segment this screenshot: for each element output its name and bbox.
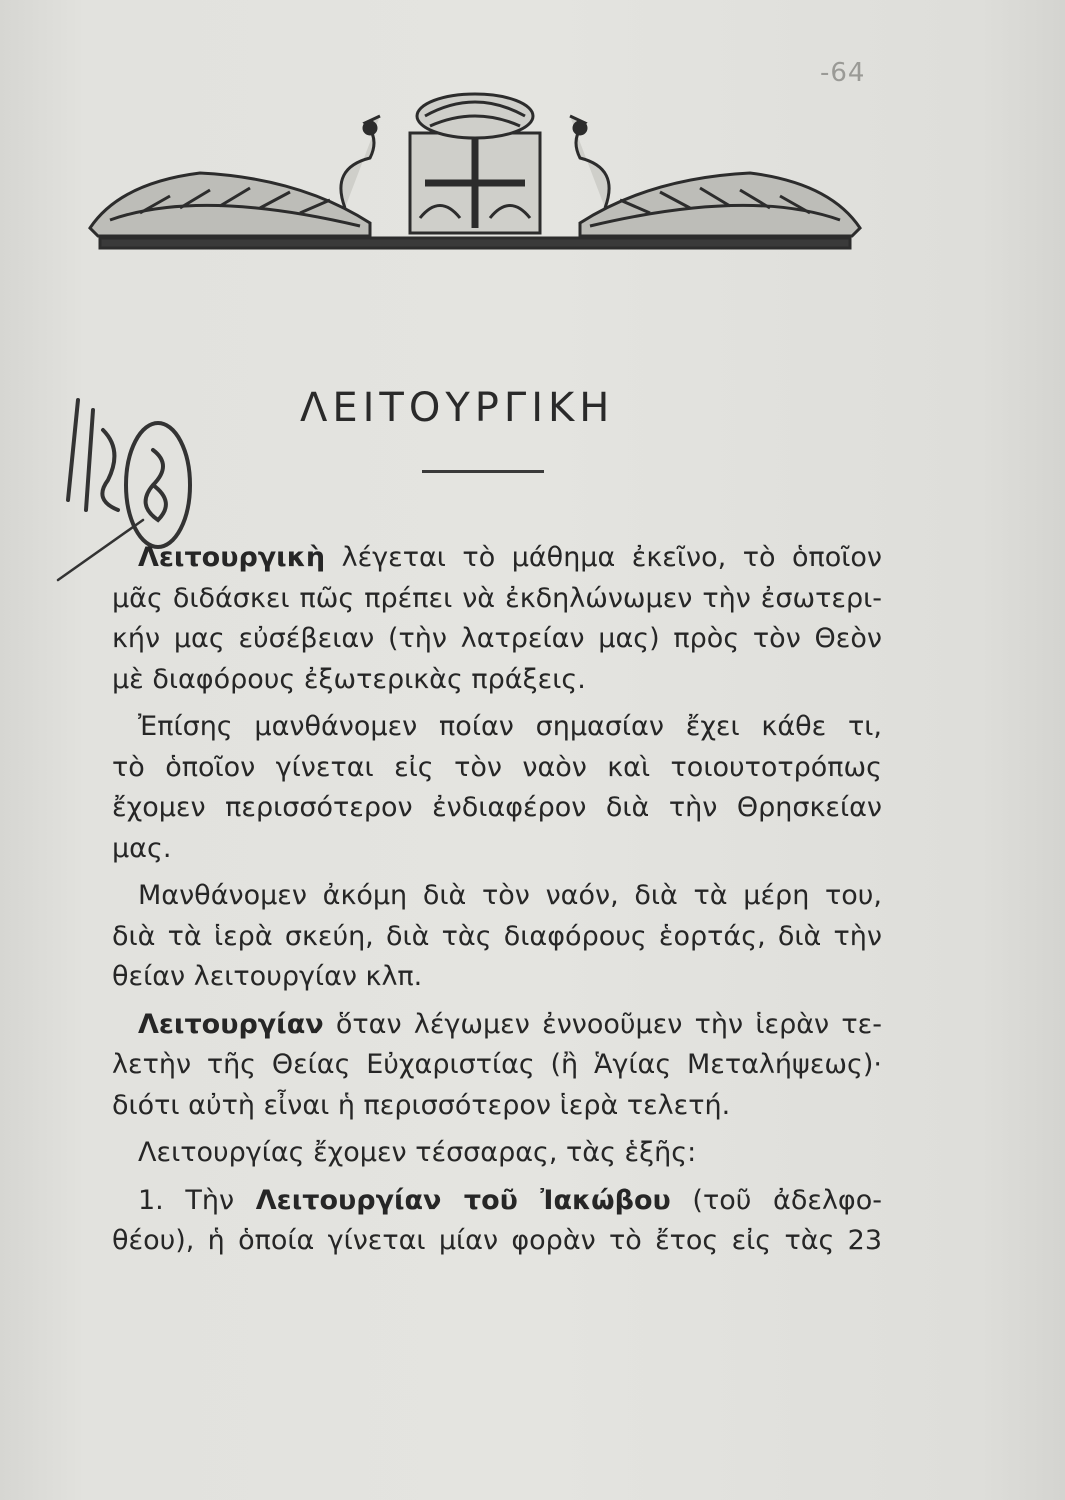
- text-line: τὸ ὁποῖον γίνεται εἰς τὸν ναὸν καὶ τοιουτοτρόπως: [112, 751, 882, 783]
- text-line: 1. Τὴν Λειτουργίαν τοῦ Ἰακώβου (τοῦ ἀδελφο-: [138, 1184, 882, 1216]
- text-line: θέου), ἡ ὁποία γίνεται μίαν φορὰν τὸ ἔτος εἰς τὰς 23: [112, 1225, 882, 1256]
- text-line: ἔχομεν περισσότερον ἐνδιαφέρον διὰ τὴν Θρησκείαν: [112, 792, 882, 823]
- paragraph: [112, 538, 882, 700]
- text-line: μας.: [112, 832, 172, 864]
- text-line: Λειτουργίας ἔχομεν τέσσαρας, τὰς ἑξῆς:: [138, 1137, 697, 1168]
- paragraph: [112, 1181, 882, 1262]
- text-line: θείαν λειτουργίαν κλπ.: [112, 961, 423, 992]
- paragraph: [112, 707, 882, 869]
- text-line: διὰ τὰ ἱερὰ σκεύη, διὰ τὰς διαφόρους ἑορτάς, διὰ τὴν: [112, 920, 882, 952]
- page-number: -64: [820, 58, 866, 88]
- text-line: λετὴν τῆς Θείας Εὐχαριστίας (ἢ Ἁγίας Μεταλήψεως)·: [112, 1049, 882, 1080]
- chapter-title: ΛΕΙΤΟΥΡΓΙΚΗ: [300, 385, 615, 431]
- paragraph: [112, 1005, 882, 1127]
- text-line: Λειτουργίαν ὅταν λέγωμεν ἐννοοῦμεν τὴν ἱερὰν τε-: [138, 1008, 882, 1040]
- text-line: μᾶς διδάσκει πῶς πρέπει νὰ ἐκδηλώνωμεν τὴν ἐσωτερι-: [112, 582, 882, 614]
- text-line: Μανθάνομεν ἀκόμη διὰ τὸν ναόν, διὰ τὰ μέρη του,: [138, 880, 882, 911]
- text-line: κήν μας εὐσέβειαν (τὴν λατρείαν μας) πρὸς τὸν Θεὸν: [112, 623, 882, 654]
- title-underline: [422, 470, 544, 473]
- body-text: [112, 538, 882, 1262]
- decorative-header-ornament: [80, 88, 870, 258]
- paragraph: [112, 876, 882, 998]
- text-line: διότι αὐτὴ εἶναι ἡ περισσότερον ἱερὰ τελετή.: [112, 1089, 731, 1121]
- text-line: Λειτουργικὴ λέγεται τὸ μάθημα ἐκεῖνο, τὸ ὁποῖον: [138, 542, 882, 573]
- text-line: μὲ διαφόρους ἐξωτερικὰς πράξεις.: [112, 663, 586, 695]
- text-line: Ἐπίσης μανθάνομεν ποίαν σημασίαν ἔχει κάθε τι,: [138, 711, 882, 742]
- paragraph: [112, 1133, 882, 1174]
